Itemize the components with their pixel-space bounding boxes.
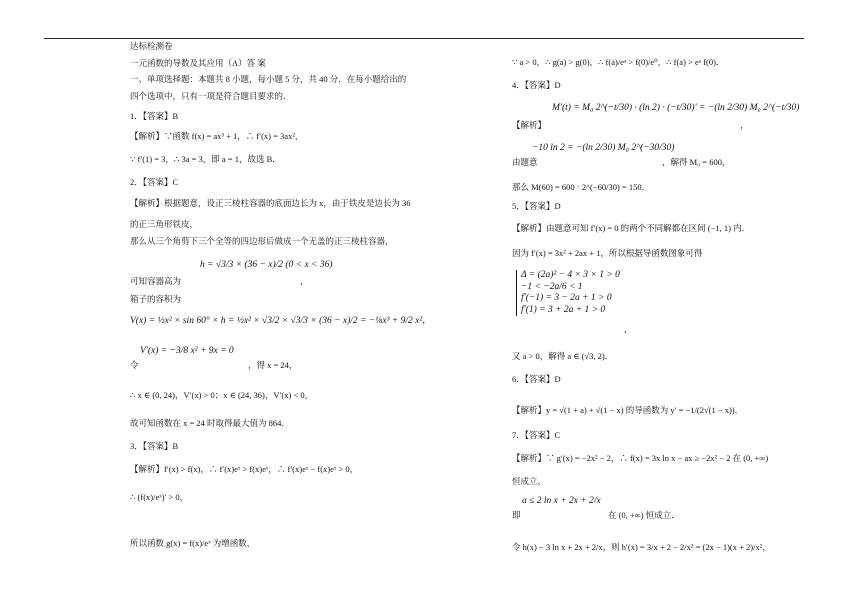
doc-subtitle: 一元函数的导数及其应用（A）答 案 <box>130 58 266 68</box>
system-line-2: −1 < −2a/6 < 1 <box>521 281 583 292</box>
maximum-value: 故可知函数在 x = 24 时取得最大值为 864． <box>130 418 290 428</box>
solution-2-c: 那么从三个角剪下三个全等的四边形后做成一个无盖的正三棱柱容器， <box>130 236 394 246</box>
solution-4-comma: ， <box>740 120 749 130</box>
monotonic-intervals: ∴ x ∈ (0, 24)，V′(x) > 0；x ∈ (24, 36)，V′(x) < 0， <box>130 390 314 400</box>
amount-at-60: 那么 M(60) = 600 · 2^(−60/30) = 150． <box>512 182 651 192</box>
solution-5-b: 因为 f′(x) = 3x² + 2ax + 1，所以根据导函数图象可得 <box>512 248 703 258</box>
solution-1-a: 【解析】∵函数 f(x) = ax³ + 1，∴ f′(x) = 3ax²， <box>130 131 304 141</box>
solution-7-b: 恒成立， <box>512 476 547 486</box>
height-label: 可知容器高为 <box>130 276 182 286</box>
solution-6: 【解析】y = √(1 + a) + √(1 − x) 的导函数为 y′ = −1/(2√(1 − x))． <box>512 405 744 415</box>
solution-1-b: ∵ f′(1) = 3，∴ 3a = 3，即 a = 1，故选 B． <box>130 154 281 164</box>
solution-5-range: 又 a > 0，解得 a ∈ (√3, 2)． <box>512 351 614 361</box>
initial-amount: ，解得 M₀ = 600， <box>662 157 731 167</box>
system-line-3: f′(−1) = 3 − 2a + 1 > 0 <box>521 293 612 303</box>
system-line-4: f′(1) = 3 + 2a + 1 > 0 <box>521 304 606 315</box>
system-comma: ， <box>624 324 633 334</box>
header-rule <box>44 38 804 39</box>
solution-7-a: 【解析】∵ g′(x) = −2x² − 2，∴ f(x) = 3x ln x − ax ≥ −2x² − 2 在 (0, +∞) <box>512 453 769 463</box>
solution-2-b: 的正三角形铁皮， <box>130 219 199 229</box>
decay-derivative: M′(t) = M₀ 2^(−t/30) · (ln 2) · (−t/30)′ = −(ln 2/30) M₀ 2^(−t/30) <box>552 103 800 113</box>
solution-3-c: 所以函数 g(x) = f(x)/eˣ 为增函数， <box>130 538 256 548</box>
answer-7: 7．【答案】C <box>512 430 561 440</box>
solution-4-label: 【解析】 <box>512 120 547 130</box>
condition-label: 由题意 <box>512 157 538 167</box>
solution-3-b: ∴ (f(x)/eˣ)′ > 0， <box>130 492 189 502</box>
that-is-label: 即 <box>512 510 521 520</box>
solution-2-a: 【解析】根据题意，设正三棱柱容器的底面边长为 x，由于铁皮是边长为 36 <box>130 198 411 208</box>
let-label: 令 <box>130 360 139 370</box>
height-formula: h = √3/3 × (36 − x)/2 (0 < x < 36) <box>200 260 333 270</box>
answer-4: 4．【答案】D <box>512 80 561 90</box>
auxiliary-function: 令 h(x) − 3 ln x + 2x + 2/x，则 h′(x) = 3/x + 2 − 2/x² = (2x − 1)(x + 2)/x²， <box>512 542 771 552</box>
system-line-1: Δ = (2a)² − 4 × 3 × 1 > 0 <box>521 270 620 280</box>
param-inequality: a ≤ 2 ln x + 2x + 2/x <box>522 496 601 506</box>
critical-point: ，得 x = 24， <box>248 360 298 370</box>
holds-on-interval: 在 (0, +∞) 恒成立． <box>608 510 680 520</box>
answer-5: 5．【答案】D <box>512 201 561 211</box>
solution-3-conclusion: ∵ a > 0，∴ g(a) > g(0)，∴ f(a)/eᵃ > f(0)/e⁰，∴ f(a) > eᵃ f(0)． <box>512 57 725 67</box>
solution-3-a: 【解析】f′(x) > f(x)，∴ f′(x)eˣ > f(x)eˣ，∴ f′(x)eˣ − f(x)eˣ > 0， <box>130 464 359 474</box>
decay-equation: −10 ln 2 = −(ln 2/30) M₀ 2^(−30/30) <box>532 143 675 153</box>
height-comma: ， <box>300 276 309 286</box>
solution-5-a: 【解析】由题意可知 f′(x) = 0 的两个不同解都在区间 (−1, 1) 内． <box>512 223 751 233</box>
section-intro-cont: 四个选项中，只有一项是符合题目要求的． <box>130 91 292 101</box>
answer-3: 3．【答案】B <box>130 441 179 451</box>
volume-formula: V(x) = ½x² × sin 60° × h = ½x² × √3/2 × √3/3 × (36 − x)/2 = −⅛x³ + 9/2 x²， <box>130 316 432 326</box>
doc-title: 达标检测卷 <box>130 41 173 51</box>
derivative-formula: V′(x) = −3/8 x² + 9x = 0 <box>140 346 234 356</box>
inequality-system <box>516 270 620 316</box>
answer-1: 1．【答案】B <box>130 111 179 121</box>
section-intro: 一、单项选择题：本题共 8 小题，每小题 5 分，共 40 分．在每小题给出的 <box>130 74 407 84</box>
volume-label: 箱子的容积为 <box>130 294 182 304</box>
answer-6: 6．【答案】D <box>512 374 561 384</box>
answer-2: 2．【答案】C <box>130 177 179 187</box>
